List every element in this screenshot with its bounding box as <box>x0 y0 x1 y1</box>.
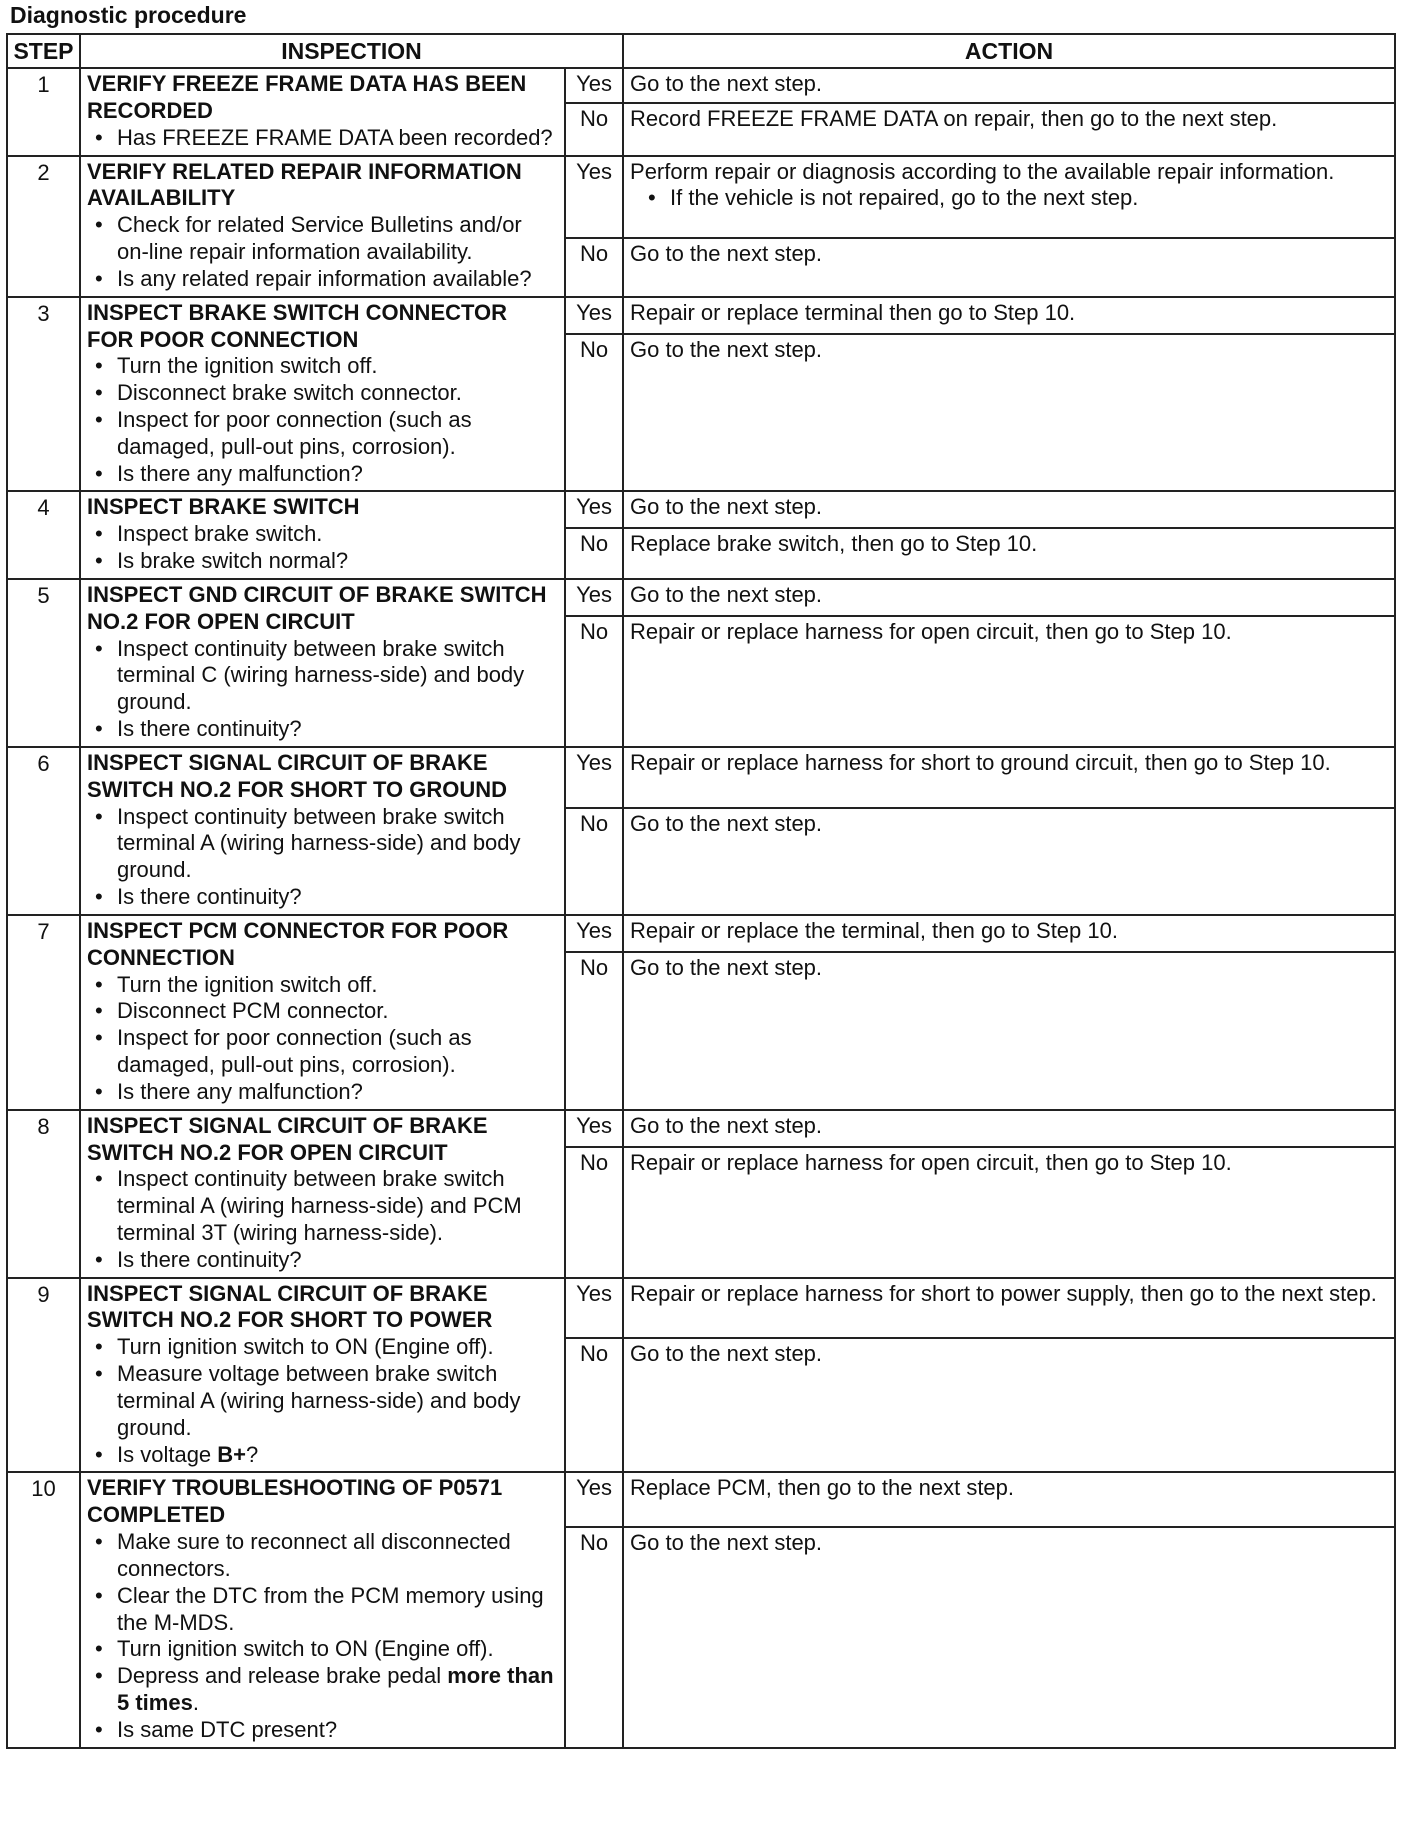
no-action: Go to the next step. <box>623 1338 1395 1472</box>
step-number: 3 <box>7 297 80 492</box>
inspection-heading: INSPECT BRAKE SWITCH <box>87 494 360 520</box>
bullet-bold-text: B+ <box>217 1441 247 1467</box>
no-label: No <box>565 238 623 296</box>
step-number: 6 <box>7 747 80 915</box>
header-action: ACTION <box>623 34 1395 68</box>
list-item: • Clear the DTC from the PCM memory using the M-MDS. <box>117 1583 558 1637</box>
no-action: Go to the next step. <box>623 238 1395 296</box>
header-inspection: INSPECTION <box>80 34 623 68</box>
list-item: • Measure voltage between brake switch terminal A (wiring harness-side) and body ground. <box>117 1361 558 1441</box>
list-item: • Turn ignition switch to ON (Engine off). <box>117 1334 558 1361</box>
yes-label: Yes <box>565 579 623 616</box>
no-label: No <box>565 952 623 1110</box>
list-item: • Turn ignition switch to ON (Engine off). <box>117 1636 558 1663</box>
table-row <box>7 1472 1395 1527</box>
inspection-bullets <box>87 972 558 1106</box>
yes-action: Go to the next step. <box>623 579 1395 616</box>
yes-action: Repair or replace terminal then go to Step 10. <box>623 297 1395 334</box>
inspection-bullets <box>87 521 558 575</box>
list-item: • Is brake switch normal? <box>117 548 558 575</box>
bullet-text: . <box>192 1690 199 1716</box>
inspection-heading: INSPECT SIGNAL CIRCUIT OF BRAKE SWITCH NO.2 FOR SHORT TO GROUND <box>87 749 508 802</box>
diagnostic-table <box>6 33 1396 1749</box>
step-number: 10 <box>7 1472 80 1747</box>
inspection-cell <box>80 1278 565 1473</box>
yes-action-text: Perform repair or diagnosis according to the available repair information. <box>630 158 1335 184</box>
inspection-cell <box>80 297 565 492</box>
inspection-bullets <box>87 636 558 743</box>
list-item: • Is there any malfunction? <box>117 1079 558 1106</box>
yes-action: Repair or replace the terminal, then go to Step 10. <box>623 915 1395 952</box>
table-row <box>7 747 1395 808</box>
list-item: • If the vehicle is not repaired, go to the next step. <box>670 185 1388 212</box>
list-item: • Is there continuity? <box>117 716 558 743</box>
list-item: • Inspect continuity between brake switch terminal A (wiring harness-side) and PCM terminal 3T (wiring harness-side). <box>117 1166 558 1246</box>
step-number: 8 <box>7 1110 80 1278</box>
list-item: • Has FREEZE FRAME DATA been recorded? <box>117 125 558 152</box>
inspection-cell <box>80 747 565 915</box>
bullet-text: ? <box>246 1441 259 1467</box>
yes-label: Yes <box>565 915 623 952</box>
inspection-bullets <box>87 1529 558 1744</box>
yes-action: Go to the next step. <box>623 491 1395 527</box>
inspection-heading: VERIFY RELATED REPAIR INFORMATION AVAILABILITY <box>87 158 522 211</box>
page-title: Diagnostic procedure <box>10 2 247 28</box>
inspection-bullets <box>87 353 558 487</box>
yes-action: Go to the next step. <box>623 1110 1395 1147</box>
step-number: 2 <box>7 156 80 297</box>
yes-action: Repair or replace harness for short to ground circuit, then go to Step 10. <box>623 747 1395 808</box>
step-number: 5 <box>7 579 80 747</box>
inspection-cell <box>80 1110 565 1278</box>
table-row <box>7 1110 1395 1147</box>
inspection-bullets <box>87 1166 558 1273</box>
list-item: • Make sure to reconnect all disconnected connectors. <box>117 1529 558 1583</box>
inspection-cell <box>80 491 565 578</box>
list-item: • Is same DTC present? <box>117 1717 558 1744</box>
step-number: 4 <box>7 491 80 578</box>
yes-label: Yes <box>565 297 623 334</box>
no-label: No <box>565 808 623 915</box>
list-item: • Turn the ignition switch off. <box>117 353 558 380</box>
no-label: No <box>565 1338 623 1472</box>
inspection-heading: INSPECT SIGNAL CIRCUIT OF BRAKE SWITCH NO.2 FOR OPEN CIRCUIT <box>87 1112 488 1165</box>
list-item: • Check for related Service Bulletins and/or on-line repair information availability. <box>117 212 558 266</box>
step-number: 9 <box>7 1278 80 1473</box>
inspection-bullets <box>87 1334 558 1468</box>
list-item: • Inspect for poor connection (such as damaged, pull-out pins, corrosion). <box>117 407 558 461</box>
list-item: • Inspect continuity between brake switch terminal C (wiring harness-side) and body ground. <box>117 636 558 716</box>
table-header-row <box>7 34 1395 68</box>
no-label: No <box>565 1527 623 1748</box>
inspection-cell <box>80 68 565 155</box>
table-row <box>7 156 1395 239</box>
list-item: • Disconnect PCM connector. <box>117 998 558 1025</box>
table-row <box>7 1278 1395 1338</box>
no-label: No <box>565 1147 623 1278</box>
yes-action: Replace PCM, then go to the next step. <box>623 1472 1395 1527</box>
no-action: Repair or replace harness for open circuit, then go to Step 10. <box>623 1147 1395 1278</box>
no-action: Replace brake switch, then go to Step 10. <box>623 528 1395 579</box>
inspection-bullets <box>87 125 558 152</box>
list-item: • Is there any malfunction? <box>117 461 558 488</box>
inspection-cell <box>80 915 565 1110</box>
no-action: Go to the next step. <box>623 334 1395 492</box>
yes-label: Yes <box>565 68 623 103</box>
list-item: • Inspect brake switch. <box>117 521 558 548</box>
list-item: • Is there continuity? <box>117 1247 558 1274</box>
action-bullets <box>630 185 1388 212</box>
no-action: Go to the next step. <box>623 952 1395 1110</box>
bullet-bold-text: more than 5 times <box>117 1663 554 1716</box>
yes-label: Yes <box>565 1278 623 1338</box>
yes-action <box>623 156 1395 239</box>
header-step: STEP <box>7 34 80 68</box>
inspection-heading: INSPECT SIGNAL CIRCUIT OF BRAKE SWITCH NO.2 FOR SHORT TO POWER <box>87 1280 493 1333</box>
inspection-cell <box>80 1472 565 1747</box>
no-action: Repair or replace harness for open circuit, then go to Step 10. <box>623 616 1395 747</box>
list-item <box>117 1663 558 1717</box>
table-row <box>7 491 1395 527</box>
no-action: Go to the next step. <box>623 1527 1395 1748</box>
bullet-text: Depress and release brake pedal <box>117 1663 448 1689</box>
table-row <box>7 579 1395 616</box>
yes-action: Repair or replace harness for short to power supply, then go to the next step. <box>623 1278 1395 1338</box>
list-item: • Turn the ignition switch off. <box>117 972 558 999</box>
list-item <box>117 1442 558 1469</box>
list-item: • Disconnect brake switch connector. <box>117 380 558 407</box>
yes-label: Yes <box>565 156 623 239</box>
inspection-heading: VERIFY FREEZE FRAME DATA HAS BEEN RECORDED <box>87 71 527 123</box>
table-row <box>7 915 1395 952</box>
no-label: No <box>565 616 623 747</box>
inspection-heading: VERIFY TROUBLESHOOTING OF P0571 COMPLETED <box>87 1475 503 1528</box>
inspection-cell <box>80 156 565 297</box>
inspection-bullets <box>87 804 558 911</box>
inspection-heading: INSPECT GND CIRCUIT OF BRAKE SWITCH NO.2 FOR OPEN CIRCUIT <box>87 581 547 634</box>
no-label: No <box>565 334 623 492</box>
inspection-bullets <box>87 212 558 292</box>
yes-action: Go to the next step. <box>623 68 1395 103</box>
yes-label: Yes <box>565 491 623 527</box>
inspection-heading: INSPECT BRAKE SWITCH CONNECTOR FOR POOR CONNECTION <box>87 299 508 352</box>
step-number: 7 <box>7 915 80 1110</box>
no-action: Record FREEZE FRAME DATA on repair, then go to the next step. <box>623 103 1395 155</box>
table-row <box>7 68 1395 103</box>
table-row <box>7 297 1395 334</box>
bullet-text: Is voltage <box>117 1441 218 1467</box>
yes-label: Yes <box>565 747 623 808</box>
no-action: Go to the next step. <box>623 808 1395 915</box>
list-item: • Is any related repair information available? <box>117 266 558 293</box>
no-label: No <box>565 103 623 155</box>
inspection-heading: INSPECT PCM CONNECTOR FOR POOR CONNECTION <box>87 917 509 970</box>
list-item: • Inspect for poor connection (such as damaged, pull-out pins, corrosion). <box>117 1025 558 1079</box>
yes-label: Yes <box>565 1110 623 1147</box>
no-label: No <box>565 528 623 579</box>
step-number: 1 <box>7 68 80 155</box>
list-item: • Is there continuity? <box>117 884 558 911</box>
inspection-cell <box>80 579 565 747</box>
list-item: • Inspect continuity between brake switch terminal A (wiring harness-side) and body ground. <box>117 804 558 884</box>
yes-label: Yes <box>565 1472 623 1527</box>
